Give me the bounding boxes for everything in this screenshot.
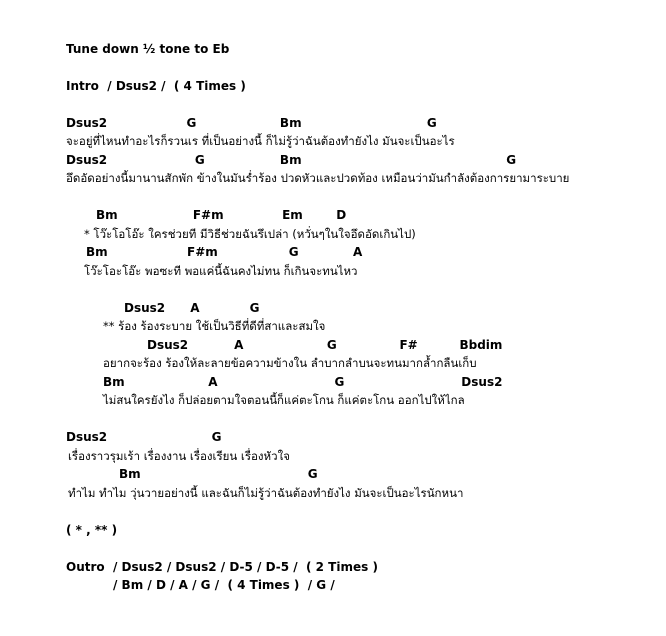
chord-line: Dsus2 A G F# Bbdim bbox=[147, 338, 503, 352]
lyric-line: ทำไม ทำไม วุ่นวายอย่างนี้ และฉันก็ไม่รู้ว่าฉันต้องทำยังไง มันจะเป็นอะไรนักหนา bbox=[68, 486, 464, 500]
chord-line: Dsus2 A G bbox=[124, 301, 260, 315]
tuning-note: Tune down ½ tone to Eb bbox=[66, 42, 230, 56]
lyric-line: ไม่สนใครยังไง ก็ปล่อยตามใจตอนนี้ก็แค่ตะโกน ก็แค่ตะโกน ออกไปให้ไกล bbox=[103, 393, 465, 407]
lyric-line: * โว๊ะโอโอ๊ะ ใครช่วยที มีวิธีช่วยฉันรึเปล่า (หวั่นๆในใจอึดอัดเกินไป) bbox=[84, 227, 416, 241]
lyric-line: เรื่องราวรุมเร้า เรื่องงาน เรื่องเรียน เรื่องหัวใจ bbox=[68, 449, 290, 463]
chord-line: Bm F#m Em D bbox=[96, 208, 347, 222]
lyric-line: จะอยู่ที่ไหนทำอะไรก็รวนเร ที่เป็นอย่างนี้ ก็ไม่รู้ว่าฉันต้องทำยังไง มันจะเป็นอะไร bbox=[66, 134, 455, 148]
chord-line: Bm A G Dsus2 bbox=[103, 375, 503, 389]
chord-line: Dsus2 G bbox=[66, 430, 222, 444]
lyric-line: อึดอัดอย่างนี้มานานสักพัก ข้างในมันร่ำร้อง ปวดหัวและปวดท้อง เหมือนว่ามันกำลังต้องการยามาระบาย bbox=[66, 171, 570, 185]
chord-line: Bm G bbox=[119, 467, 318, 481]
chord-line: Dsus2 G Bm G bbox=[66, 116, 437, 130]
outro-line: Outro / Dsus2 / Dsus2 / D-5 / D-5 / ( 2 Times ) bbox=[66, 560, 378, 574]
lyric-line: อยากจะร้อง ร้องให้ละลายข้อความข้างใน ลำบากลำบนจะทนมากล้ำกลืนเก็บ bbox=[103, 356, 477, 370]
chord-line: Bm F#m G A bbox=[86, 245, 363, 259]
chord-line: Dsus2 G Bm G bbox=[66, 153, 517, 167]
intro-line: Intro / Dsus2 / ( 4 Times ) bbox=[66, 79, 246, 93]
repeat-note: ( * , ** ) bbox=[66, 523, 118, 537]
lyric-line: โว๊ะโอะโอ๊ะ พอซะที พอแค่นี้ฉันคงไม่ทน ก็เกินจะทนไหว bbox=[84, 264, 358, 278]
outro-line-continued: / Bm / D / A / G / ( 4 Times ) / G / bbox=[113, 578, 335, 592]
lyric-line: ** ร้อง ร้องระบาย ใช้เป็นวิธีที่ดีที่สาและสมใจ bbox=[103, 319, 326, 333]
